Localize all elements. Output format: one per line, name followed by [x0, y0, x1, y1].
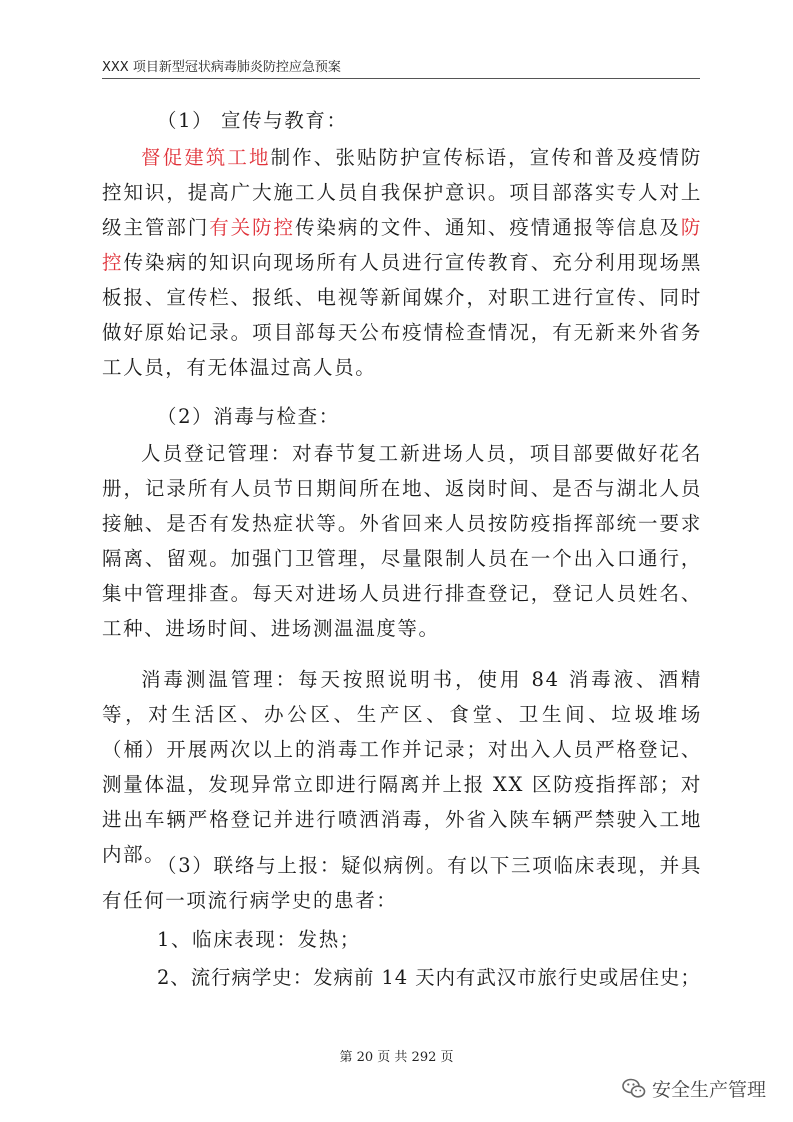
- paragraph-reporting: （3）联络与上报：疑似病例。有以下三项临床表现，并具有任何一项流行病学史的患者：: [102, 854, 702, 912]
- paragraph-text: 制作、张贴防护宣传标语，宣传和普及疫情防控知识，提高广大施工人员自我保护意识。项目部落实专人对上级主管部门: [102, 146, 702, 239]
- highlight-text: 防控: [102, 216, 702, 274]
- paragraph-publicity: [102, 140, 702, 385]
- document-header-title: XXX 项目新型冠状病毒肺炎防控应急预案: [102, 60, 341, 75]
- header-divider: [102, 78, 700, 79]
- highlight-text: 有关防控: [209, 216, 295, 239]
- paragraph-registration: 人员登记管理：对春节复工新进场人员，项目部要做好花名册，记录所有人员节日期间所在地、返岗时间、是否与湖北人员接触、是否有发热症状等。外省回来人员按防疫指挥部统一要求隔离、留观。加强门卫管理，尽量限制人员在一个出入口通行，集中管理排查。每天对进场人员进行排查登记，登记人员姓名、工种、进场时间、进场测温温度等。: [102, 442, 702, 640]
- list-item-epidemiology: 2、流行病学史：发病前 14 天内有武汉市旅行史或居住史；: [157, 966, 701, 989]
- wechat-icon: [622, 1078, 646, 1100]
- watermark: [622, 1075, 766, 1102]
- list-item-clinical: 1、临床表现：发热；: [157, 928, 361, 951]
- paragraph-temperature: 消毒测温管理：每天按照说明书，使用 84 消毒液、酒精等，对生活区、办公区、生产区、食堂、卫生间、垃圾堆场（桶）开展两次以上的消毒工作并记录；对出入人员严格登记、测量体温，发现异常立即进行隔离并上报 XX 区防疫指挥部；对进出车辆严格登记并进行喷洒消毒，外省入陕车辆严禁驶入工地内部。: [102, 668, 702, 866]
- paragraph-text: 传染病的文件、通知、疫情通报等信息及: [294, 216, 681, 239]
- section-heading-publicity: （1） 宣传与教育：: [157, 109, 348, 132]
- watermark-label: 安全生产管理: [652, 1079, 767, 1101]
- section-heading-disinfection: （2）消毒与检查：: [157, 405, 340, 428]
- page-number: 第 20 页 共 292 页: [339, 1050, 454, 1065]
- highlight-text: 督促建筑工地: [141, 146, 271, 169]
- paragraph-text: 传染病的知识向现场所有人员进行宣传教育、充分利用现场黑板报、宣传栏、报纸、电视等新闻媒介，对职工进行宣传、同时做好原始记录。项目部每天公布疫情检查情况，有无新来外省务工人员，有无体温过高人员。: [102, 251, 703, 379]
